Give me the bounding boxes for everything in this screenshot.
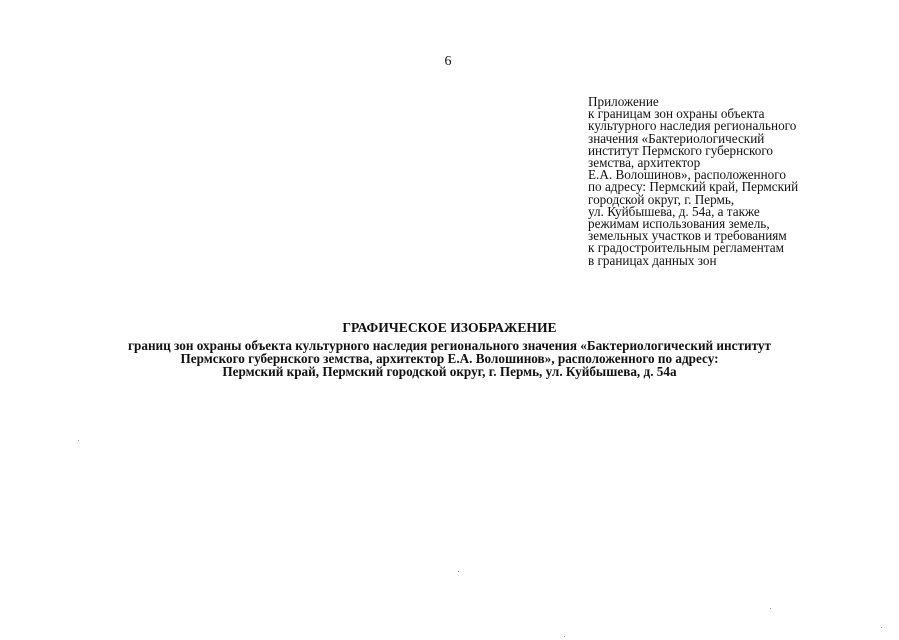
scan-speck	[770, 608, 771, 609]
appendix-line: в границах данных зон	[588, 252, 717, 268]
subtitle-line: границ зон охраны объекта культурного наследия регионального значения «Бактериологический институт	[128, 338, 771, 353]
scan-speck	[78, 440, 79, 441]
appendix-line: к градостроительным регламентам	[588, 240, 784, 256]
appendix-line: ул. Куйбышева, д. 54а, а также	[588, 203, 760, 219]
subtitle-line: Пермского губернского земства, архитектор Е.А. Волошинов», расположенного по адресу:	[180, 351, 719, 366]
appendix-line: Приложение	[588, 94, 659, 109]
subtitle-line: Пермский край, Пермский городской округ, г. Пермь, ул. Куйбышева, д. 54а	[222, 364, 677, 379]
appendix-line: режимам использования земель,	[588, 216, 770, 232]
appendix-line: по адресу: Пермский край, Пермский	[588, 179, 799, 195]
document-subtitle	[0, 339, 899, 378]
appendix-line: культурного наследия регионального	[588, 118, 797, 134]
appendix-line: земельных участков и требованиям	[588, 228, 787, 244]
page-number: 6	[444, 54, 452, 69]
scan-speck	[881, 627, 882, 628]
appendix-line: значения «Бактериологический	[588, 130, 765, 146]
appendix-line: городской округ, г. Пермь,	[588, 191, 735, 207]
document-title: ГРАФИЧЕСКОЕ ИЗОБРАЖЕНИЕ	[342, 320, 557, 335]
scan-speck	[564, 636, 565, 637]
appendix-line: Е.А. Волошинов», расположенного	[588, 167, 786, 183]
appendix-line: земства, архитектор	[588, 155, 701, 171]
appendix-line: к границам зон охраны объекта	[588, 106, 765, 122]
appendix-note	[588, 96, 888, 267]
appendix-line: институт Пермского губернского	[588, 142, 774, 158]
scan-speck	[458, 571, 459, 572]
